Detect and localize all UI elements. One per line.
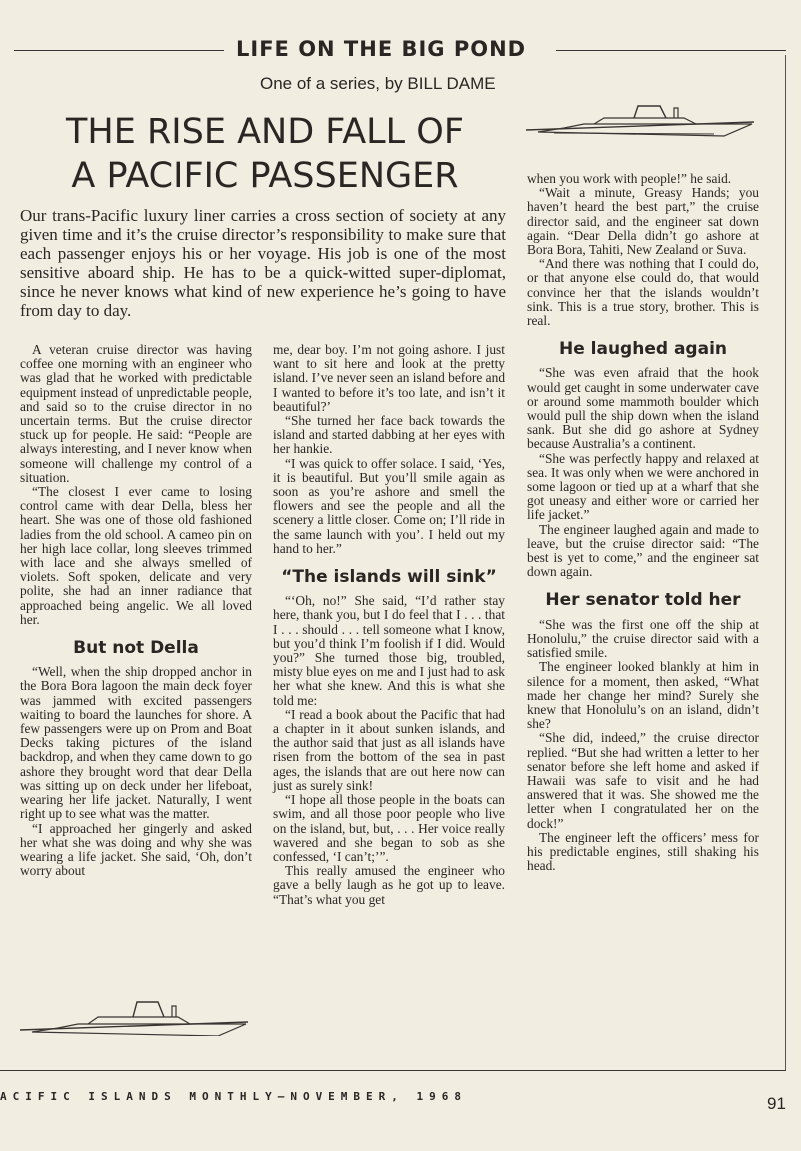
paragraph: This really amused the engineer who gave a belly laugh as he got up to leave. “That’s what you get [273, 863, 505, 907]
article-column-1 [20, 343, 252, 878]
paragraph: “I was quick to offer solace. I said, ‘Yes, it is beautiful. But you’ll smile again as soon as you’re ashore and smell the flowers and see the people and all the scenery a little closer. Come on; I’ll ride in the same launch with you’. I held out my hand to her.” [273, 455, 505, 556]
paragraph: A veteran cruise director was having coffee one morning with an engineer who was glad that he worked with predictable equipment instead of unpredictable people, and said so to the cruise director in no uncertain terms. But the cruise director stuck up for people. He said: “People are always interesting, and I never know when someone will challenge my control of a situation. [20, 342, 252, 485]
paragraph: “She did, indeed,” the cruise director replied. “But she had written a letter to her senator before she left home and asked if Hawaii was safe to visit and he had answered that it was. She showed me the letter when I congratulated her on the dock!” [527, 730, 759, 831]
paragraph: me, dear boy. I’m not going ashore. I just want to sit here and look at the pretty island. I’ve never seen an island before and I wanted to before it’s too late, and isn’t it beautiful?’ [273, 342, 506, 414]
page-edge-rule [785, 55, 786, 1070]
paragraph: “And there was nothing that I could do, or that anyone else could do, that would convince her that the islands wouldn’t sink. This is a true story, brother. This is real. [527, 256, 759, 329]
article-title-line-2: A PACIFIC PASSENGER [71, 156, 459, 196]
masthead-rule-right [556, 50, 786, 51]
paragraph: “I hope all those people in the boats can swim, and all those poor people who live on the island, but, but, . . . Her voice really wavered and she began to sob as she confessed, ‘I can’t;’”. [273, 792, 505, 864]
masthead: LIFE ON THE BIG POND [236, 37, 527, 61]
article-title-line-1: THE RISE AND FALL OF [66, 112, 464, 152]
paragraph: “I read a book about the Pacific that had a chapter in it about sunken islands, and the author said that just as all islands have risen from the bottom of the sea in past ages, the islands that are out here now can just as surely sink! [273, 706, 505, 793]
ship-illustration-top-icon [524, 100, 756, 138]
subheading-but-not-della: But not Della [73, 638, 199, 659]
masthead-rule-left [14, 50, 224, 51]
article-column-2 [273, 343, 505, 907]
paragraph: “I approached her gingerly and asked her what she was doing and why she was wearing a life jacket. She said, ‘Oh, don’t worry about [20, 820, 252, 879]
byline: One of a series, by BILL DAME [260, 74, 496, 93]
paragraph: The engineer laughed again and made to leave, but the cruise director said: “The best is yet to come,” and the engineer sat down again. [527, 521, 759, 580]
paragraph: when you work with people!” he said. [527, 171, 732, 186]
ship-illustration-bottom-icon [18, 996, 250, 1036]
footer-rule [0, 1070, 786, 1071]
paragraph: The engineer left the officers’ mess for his predictable engines, still shaking his head. [527, 829, 759, 874]
paragraph: “She turned her face back towards the island and started dabbing at her eyes with her hankie. [273, 413, 505, 457]
article-column-3 [527, 172, 759, 873]
paragraph: The engineer looked blankly at him in silence for a moment, then asked, “What made her change her mind? Surely she knew that Honolulu’s on an island, didn’t she? [527, 659, 759, 732]
page-number: 91 [767, 1094, 786, 1113]
subheading-he-laughed-again: He laughed again [558, 339, 727, 360]
running-footer: ACIFIC ISLANDS MONTHLY—NOVEMBER, 1968 [0, 1090, 468, 1103]
paragraph: “She was even afraid that the hook would get caught in some underwater cave or around some mammoth boulder which would pull the ship down when the island sank. But she did go ashore at Sydney because Australia’s a continent. [527, 365, 759, 452]
paragraph: “She was the first one off the ship at Honolulu,” the cruise director said with a satisfied smile. [527, 616, 759, 661]
paragraph: “Well, when the ship dropped anchor in the Bora Bora lagoon the main deck foyer was jammed with excited passengers waiting to board the launches for shore. A few passengers were up on Prom and Boat Decks taking pictures of the island backdrop, and when they came down to go ashore they brought word that dear Della was sitting up on deck under her lifeboat, wearing her life jacket. Naturally, I went right up to see what was the matter. [20, 664, 252, 822]
subheading-islands-will-sink: “The islands will sink” [281, 567, 497, 588]
article-intro: Our trans-Pacific luxury liner carries a cross section of society at any given time and it’s the cruise director’s responsibility to make sure that each passenger enjoys his or her voyage. His job is one of the most sensitive aboard ship. He has to be a quick-witted super-diplomat, since he never knows what kind of new experience he’s going to have from day to day. [20, 206, 506, 320]
paragraph: “The closest I ever came to losing control came with dear Della, bless her heart. She was one of those old fashioned ladies from the old school. A cameo pin on her high lace collar, long sleeves trimmed with lace and she always smelled of violets. Soft spoken, delicate and very polite, she had an inner radiance that approached being angelic. We all loved her. [20, 484, 252, 627]
paragraph: “‘Oh, no!” She said, “I’d rather stay here, thank you, but I do feel that I . . . that I . . . should . . . tell someone what I know, but you’d think I’m foolish if I did. Would you?” She turned those big, troubled, misty blue eyes on me and I just had to ask her what she knew. And this is what she told me: [273, 593, 505, 708]
subheading-her-senator-told-her: Her senator told her [545, 590, 741, 611]
paragraph: “She was perfectly happy and relaxed at sea. It was only when we were anchored in some lagoon or tied up at a wharf that she got uneasy and either wore or carried her life jacket.” [527, 450, 759, 523]
paragraph: “Wait a minute, Greasy Hands; you haven’t heard the best part,” the cruise director said, and the engineer sat down again. “Dear Della didn’t go ashore at Bora Bora, Tahiti, New Zealand or Suva. [527, 185, 759, 258]
